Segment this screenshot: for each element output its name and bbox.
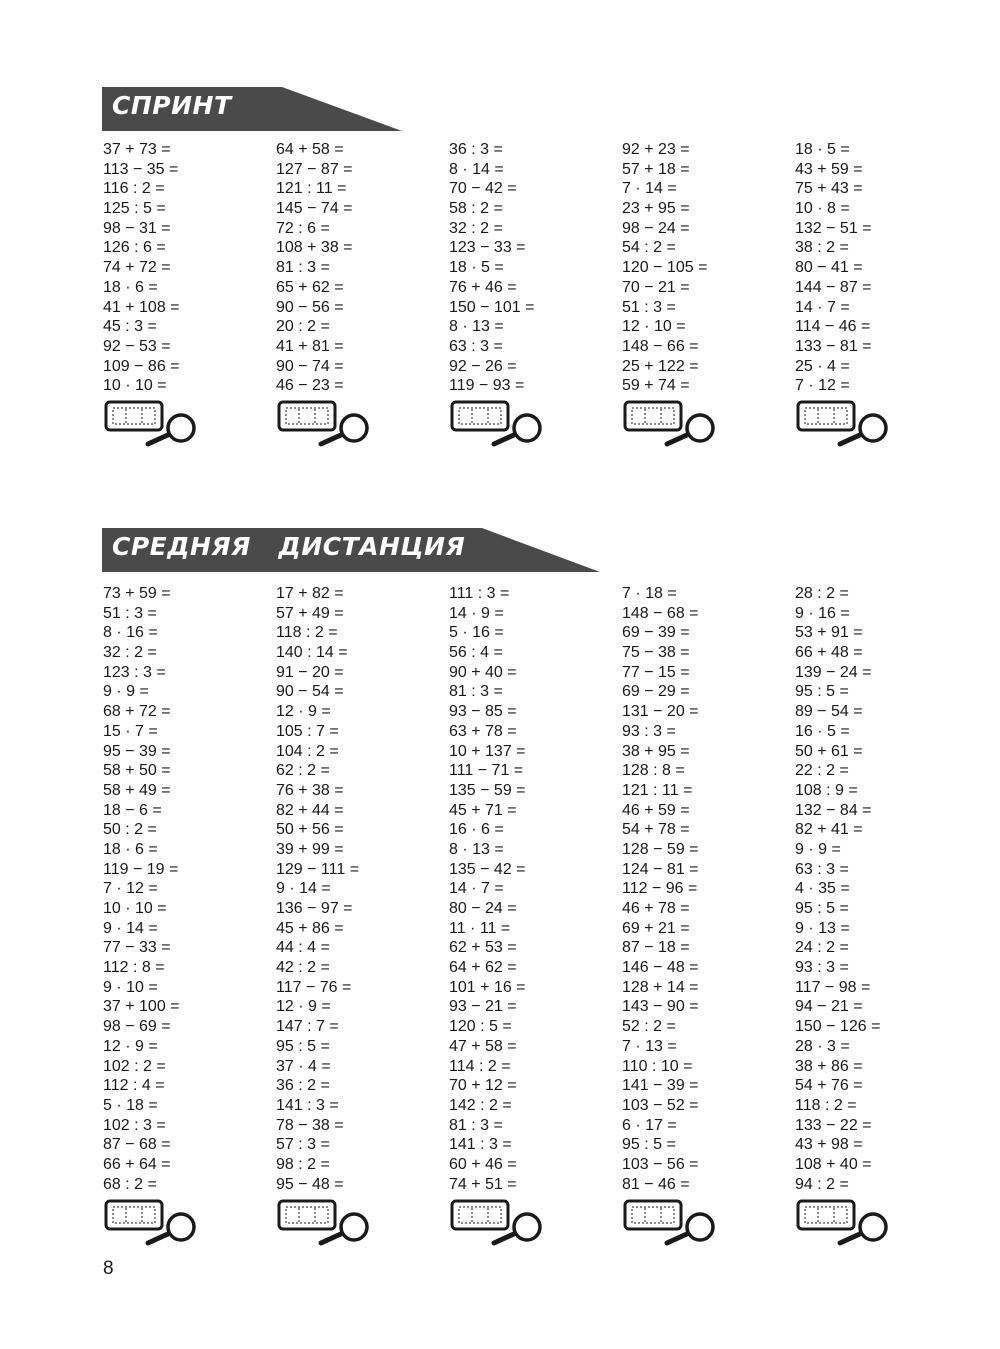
math-problem: 58 + 50 = — [103, 762, 171, 780]
math-problem: 76 + 38 = — [276, 781, 344, 799]
section-title: СРЕДНЯЯ ДИСТАНЦИЯ — [112, 532, 466, 561]
math-problem: 77 − 33 = — [103, 939, 171, 957]
math-problem: 37 + 73 = — [103, 141, 171, 158]
math-problem: 18 · 5 = — [795, 141, 850, 158]
math-problem: 125 : 5 = — [103, 200, 166, 218]
math-problem: 108 : 9 = — [795, 781, 858, 799]
math-problem: 10 + 137 = — [449, 742, 526, 760]
timer-magnifier-icon — [450, 1199, 550, 1249]
math-problem: 114 : 2 = — [449, 1057, 511, 1075]
math-problem: 12 · 9 = — [276, 998, 331, 1016]
math-problem: 9 · 10 = — [103, 978, 158, 996]
math-problem: 103 − 56 = — [622, 1155, 699, 1173]
math-problem: 43 + 59 = — [795, 160, 863, 178]
math-problem: 63 : 3 = — [795, 860, 849, 878]
math-problem: 59 + 74 = — [622, 377, 690, 395]
math-problem: 75 + 43 = — [795, 180, 863, 198]
math-problem: 62 + 53 = — [449, 939, 517, 957]
math-problem: 46 − 23 = — [276, 377, 344, 395]
math-problem: 129 − 111 = — [276, 860, 360, 878]
math-problem: 81 − 46 = — [622, 1175, 690, 1193]
math-problem: 37 + 100 = — [103, 998, 180, 1016]
math-problem: 108 + 38 = — [276, 239, 353, 257]
timer-magnifier-icon — [623, 400, 723, 450]
math-problem: 128 − 59 = — [622, 840, 699, 858]
math-problem: 38 + 95 = — [622, 742, 690, 760]
math-problem: 16 · 6 = — [449, 821, 504, 839]
math-problem: 5 · 18 = — [103, 1096, 158, 1114]
problem-column — [795, 140, 965, 396]
math-problem: 73 + 59 = — [103, 585, 171, 602]
math-problem: 74 + 51 = — [449, 1175, 517, 1193]
math-problem: 9 · 13 = — [795, 919, 850, 937]
math-problem: 14 · 9 = — [449, 604, 504, 622]
section-sprint-banner — [102, 87, 402, 131]
math-problem: 9 · 9 = — [795, 840, 841, 858]
section-title: СПРИНТ — [112, 91, 232, 120]
math-problem: 132 − 84 = — [795, 801, 872, 819]
math-problem: 143 − 90 = — [622, 998, 699, 1016]
math-problem: 45 + 71 = — [449, 801, 517, 819]
math-problem: 47 + 58 = — [449, 1037, 517, 1055]
page-number: 8 — [103, 1258, 114, 1279]
timer-magnifier-icon — [277, 1199, 377, 1249]
math-problem: 18 − 6 = — [103, 801, 162, 819]
problem-column — [795, 584, 965, 1194]
math-problem: 80 − 41 = — [795, 259, 863, 277]
math-problem: 123 : 3 = — [103, 663, 166, 681]
math-problem: 75 − 38 = — [622, 644, 690, 662]
timer-magnifier-icon — [104, 400, 204, 450]
math-problem: 93 : 3 = — [622, 722, 676, 740]
math-problem: 70 − 42 = — [449, 180, 517, 198]
math-problem: 135 − 59 = — [449, 781, 526, 799]
math-problem: 95 : 5 = — [795, 900, 849, 917]
math-problem: 145 − 74 = — [276, 200, 353, 218]
math-problem: 112 : 8 = — [103, 959, 165, 977]
timer-magnifier-icon — [450, 400, 550, 450]
math-problem: 98 − 69 = — [103, 1018, 171, 1036]
math-problem: 141 : 3 = — [449, 1136, 512, 1154]
math-problem: 57 + 49 = — [276, 604, 344, 622]
math-problem: 77 − 15 = — [622, 663, 690, 681]
math-problem: 70 + 12 = — [449, 1077, 517, 1095]
math-problem: 7 · 13 = — [622, 1037, 677, 1055]
math-problem: 24 : 2 = — [795, 939, 849, 957]
math-problem: 92 + 23 = — [622, 141, 690, 158]
math-problem: 131 − 20 = — [622, 703, 699, 721]
math-problem: 18 · 6 = — [103, 278, 158, 296]
math-problem: 93 − 21 = — [449, 998, 517, 1016]
math-problem: 28 · 3 = — [795, 1037, 850, 1055]
math-problem: 12 · 9 = — [103, 1037, 158, 1055]
math-problem: 25 · 4 = — [795, 357, 850, 375]
math-problem: 82 + 44 = — [276, 801, 344, 819]
math-problem: 150 − 101 = — [449, 298, 535, 316]
math-problem: 37 · 4 = — [276, 1057, 331, 1075]
math-problem: 87 − 68 = — [103, 1136, 171, 1154]
math-problem: 93 − 85 = — [449, 703, 517, 721]
problem-column — [103, 584, 273, 1194]
timer-magnifier-icon — [277, 1199, 377, 1249]
math-problem: 116 : 2 = — [103, 180, 165, 198]
math-problem: 126 : 6 = — [103, 239, 166, 257]
math-problem: 94 − 21 = — [795, 998, 863, 1016]
math-problem: 90 − 54 = — [276, 683, 344, 701]
math-problem: 18 · 5 = — [449, 259, 504, 277]
math-problem: 108 + 40 = — [795, 1155, 872, 1173]
math-problem: 118 : 2 = — [276, 624, 338, 642]
math-problem: 32 : 2 = — [449, 219, 503, 237]
math-problem: 54 + 78 = — [622, 821, 690, 839]
math-problem: 10 · 10 = — [103, 900, 167, 917]
math-problem: 119 − 93 = — [449, 377, 525, 395]
math-problem: 139 − 24 = — [795, 663, 872, 681]
math-problem: 90 − 74 = — [276, 357, 344, 375]
problem-column — [103, 140, 273, 396]
math-problem: 70 − 21 = — [622, 278, 690, 296]
math-problem: 64 + 58 = — [276, 141, 344, 158]
math-problem: 111 − 71 = — [449, 762, 524, 780]
math-problem: 53 + 91 = — [795, 624, 863, 642]
math-problem: 11 · 11 = — [449, 919, 511, 937]
math-problem: 98 − 31 = — [103, 219, 171, 237]
math-problem: 54 + 76 = — [795, 1077, 863, 1095]
math-problem: 44 : 4 = — [276, 939, 330, 957]
math-problem: 63 + 78 = — [449, 722, 517, 740]
math-problem: 9 · 14 = — [103, 919, 158, 937]
math-problem: 66 + 64 = — [103, 1155, 171, 1173]
math-problem: 94 : 2 = — [795, 1175, 849, 1193]
math-problem: 81 : 3 = — [449, 683, 503, 701]
math-problem: 119 − 19 = — [103, 860, 179, 878]
math-problem: 51 : 3 = — [622, 298, 676, 316]
math-problem: 113 − 35 = — [103, 160, 179, 178]
math-problem: 52 : 2 = — [622, 1018, 676, 1036]
math-problem: 102 : 3 = — [103, 1116, 166, 1134]
math-problem: 32 : 2 = — [103, 644, 157, 662]
math-problem: 117 − 76 = — [276, 978, 352, 996]
math-problem: 38 : 2 = — [795, 239, 849, 257]
math-problem: 7 · 14 = — [622, 180, 677, 198]
math-problem: 148 − 68 = — [622, 604, 699, 622]
math-problem: 63 : 3 = — [449, 337, 503, 355]
math-problem: 68 : 2 = — [103, 1175, 157, 1193]
math-problem: 74 + 72 = — [103, 259, 171, 277]
math-problem: 50 + 56 = — [276, 821, 344, 839]
math-problem: 140 : 14 = — [276, 644, 348, 662]
math-problem: 147 : 7 = — [276, 1018, 339, 1036]
math-problem: 76 + 46 = — [449, 278, 517, 296]
math-problem: 8 · 13 = — [449, 840, 504, 858]
math-problem: 6 · 17 = — [622, 1116, 677, 1134]
math-problem: 43 + 98 = — [795, 1136, 863, 1154]
math-problem: 56 : 4 = — [449, 644, 503, 662]
math-problem: 25 + 122 = — [622, 357, 699, 375]
math-problem: 81 : 3 = — [276, 259, 330, 277]
math-problem: 95 − 48 = — [276, 1175, 344, 1193]
math-problem: 12 · 9 = — [276, 703, 331, 721]
timer-magnifier-icon — [104, 1199, 204, 1249]
math-problem: 90 + 40 = — [449, 663, 517, 681]
math-problem: 16 · 5 = — [795, 722, 850, 740]
math-problem: 9 · 9 = — [103, 683, 149, 701]
math-problem: 111 : 3 = — [449, 585, 510, 602]
math-problem: 93 : 3 = — [795, 959, 849, 977]
math-problem: 60 + 46 = — [449, 1155, 517, 1173]
problem-column — [449, 140, 619, 396]
timer-magnifier-icon — [623, 1199, 723, 1249]
math-problem: 72 : 6 = — [276, 219, 330, 237]
math-problem: 148 − 66 = — [622, 337, 699, 355]
math-problem: 98 : 2 = — [276, 1155, 330, 1173]
math-problem: 46 + 59 = — [622, 801, 690, 819]
math-problem: 69 − 29 = — [622, 683, 690, 701]
math-problem: 41 + 108 = — [103, 298, 180, 316]
math-problem: 150 − 126 = — [795, 1018, 881, 1036]
math-problem: 15 · 7 = — [103, 722, 158, 740]
math-problem: 8 · 13 = — [449, 318, 504, 336]
math-problem: 124 − 81 = — [622, 860, 699, 878]
math-problem: 141 − 39 = — [622, 1077, 699, 1095]
math-problem: 142 : 2 = — [449, 1096, 512, 1114]
math-problem: 8 · 14 = — [449, 160, 504, 178]
math-problem: 133 − 81 = — [795, 337, 872, 355]
math-problem: 80 − 24 = — [449, 900, 517, 917]
problem-column — [276, 584, 446, 1194]
math-problem: 22 : 2 = — [795, 762, 849, 780]
math-problem: 10 · 8 = — [795, 200, 850, 218]
timer-magnifier-icon — [796, 400, 896, 450]
math-problem: 38 + 86 = — [795, 1057, 863, 1075]
math-problem: 36 : 2 = — [276, 1077, 330, 1095]
math-problem: 28 : 2 = — [795, 585, 849, 602]
section-medium-distance-banner — [102, 528, 600, 572]
math-problem: 141 : 3 = — [276, 1096, 339, 1114]
math-problem: 8 · 16 = — [103, 624, 158, 642]
timer-magnifier-icon — [796, 1199, 896, 1249]
math-problem: 65 + 62 = — [276, 278, 344, 296]
timer-magnifier-icon — [450, 400, 550, 450]
math-problem: 101 + 16 = — [449, 978, 526, 996]
math-problem: 42 : 2 = — [276, 959, 330, 977]
math-problem: 64 + 62 = — [449, 959, 517, 977]
math-problem: 69 + 21 = — [622, 919, 690, 937]
math-problem: 81 : 3 = — [449, 1116, 503, 1134]
problem-column — [276, 140, 446, 396]
math-problem: 120 : 5 = — [449, 1018, 512, 1036]
math-problem: 132 − 51 = — [795, 219, 872, 237]
timer-magnifier-icon — [623, 400, 723, 450]
math-problem: 128 + 14 = — [622, 978, 699, 996]
math-problem: 110 : 10 = — [622, 1057, 693, 1075]
math-problem: 14 · 7 = — [795, 298, 850, 316]
math-problem: 121 : 11 = — [622, 781, 693, 799]
math-problem: 123 − 33 = — [449, 239, 526, 257]
math-problem: 7 · 12 = — [795, 377, 850, 395]
math-problem: 23 + 95 = — [622, 200, 690, 218]
problem-column — [622, 140, 792, 396]
math-problem: 7 · 12 = — [103, 880, 158, 898]
math-problem: 69 − 39 = — [622, 624, 690, 642]
math-problem: 144 − 87 = — [795, 278, 872, 296]
math-problem: 41 + 81 = — [276, 337, 344, 355]
math-problem: 58 + 49 = — [103, 781, 171, 799]
math-problem: 109 − 86 = — [103, 357, 180, 375]
math-problem: 92 − 53 = — [103, 337, 171, 355]
math-problem: 95 : 5 = — [276, 1037, 330, 1055]
math-problem: 117 − 98 = — [795, 978, 871, 996]
math-problem: 54 : 2 = — [622, 239, 676, 257]
math-problem: 105 : 7 = — [276, 722, 339, 740]
math-problem: 66 + 48 = — [795, 644, 863, 662]
math-problem: 62 : 2 = — [276, 762, 330, 780]
math-problem: 102 : 2 = — [103, 1057, 166, 1075]
math-problem: 133 − 22 = — [795, 1116, 872, 1134]
math-problem: 4 · 35 = — [795, 880, 850, 898]
math-problem: 36 : 3 = — [449, 141, 503, 158]
math-problem: 103 − 52 = — [622, 1096, 699, 1114]
math-problem: 50 + 61 = — [795, 742, 863, 760]
math-problem: 127 − 87 = — [276, 160, 353, 178]
timer-magnifier-icon — [277, 400, 377, 450]
math-problem: 17 + 82 = — [276, 585, 344, 602]
math-problem: 128 : 8 = — [622, 762, 685, 780]
timer-magnifier-icon — [796, 400, 896, 450]
math-problem: 51 : 3 = — [103, 604, 157, 622]
math-problem: 146 − 48 = — [622, 959, 699, 977]
math-problem: 78 − 38 = — [276, 1116, 344, 1134]
math-problem: 57 + 18 = — [622, 160, 690, 178]
math-problem: 45 + 86 = — [276, 919, 344, 937]
math-problem: 87 − 18 = — [622, 939, 690, 957]
math-problem: 57 : 3 = — [276, 1136, 330, 1154]
math-problem: 118 : 2 = — [795, 1096, 857, 1114]
math-problem: 18 · 6 = — [103, 840, 158, 858]
math-problem: 82 + 41 = — [795, 821, 863, 839]
math-problem: 14 · 7 = — [449, 880, 504, 898]
math-problem: 89 − 54 = — [795, 703, 863, 721]
math-problem: 112 : 4 = — [103, 1077, 165, 1095]
math-problem: 121 : 11 = — [276, 180, 347, 198]
problem-column — [622, 584, 792, 1194]
math-problem: 46 + 78 = — [622, 900, 690, 917]
timer-magnifier-icon — [104, 400, 204, 450]
math-problem: 9 · 16 = — [795, 604, 850, 622]
math-problem: 39 + 99 = — [276, 840, 344, 858]
math-problem: 91 − 20 = — [276, 663, 344, 681]
math-problem: 92 − 26 = — [449, 357, 517, 375]
math-problem: 112 − 96 = — [622, 880, 698, 898]
timer-magnifier-icon — [796, 1199, 896, 1249]
timer-magnifier-icon — [623, 1199, 723, 1249]
problem-column — [449, 584, 619, 1194]
math-problem: 98 − 24 = — [622, 219, 690, 237]
math-problem: 120 − 105 = — [622, 259, 708, 277]
math-problem: 95 − 39 = — [103, 742, 171, 760]
math-problem: 20 : 2 = — [276, 318, 330, 336]
math-problem: 5 · 16 = — [449, 624, 504, 642]
math-problem: 7 · 18 = — [622, 585, 677, 602]
math-problem: 10 · 10 = — [103, 377, 167, 395]
math-problem: 90 − 56 = — [276, 298, 344, 316]
math-problem: 114 − 46 = — [795, 318, 871, 336]
timer-magnifier-icon — [104, 1199, 204, 1249]
math-problem: 50 : 2 = — [103, 821, 157, 839]
math-problem: 95 : 5 = — [622, 1136, 676, 1154]
math-problem: 45 : 3 = — [103, 318, 157, 336]
timer-magnifier-icon — [277, 400, 377, 450]
math-problem: 95 : 5 = — [795, 683, 849, 701]
math-problem: 9 · 14 = — [276, 880, 331, 898]
math-problem: 136 − 97 = — [276, 900, 353, 917]
timer-magnifier-icon — [450, 1199, 550, 1249]
math-problem: 58 : 2 = — [449, 200, 503, 218]
math-problem: 68 + 72 = — [103, 703, 171, 721]
math-problem: 104 : 2 = — [276, 742, 339, 760]
math-problem: 135 − 42 = — [449, 860, 526, 878]
math-problem: 12 · 10 = — [622, 318, 686, 336]
